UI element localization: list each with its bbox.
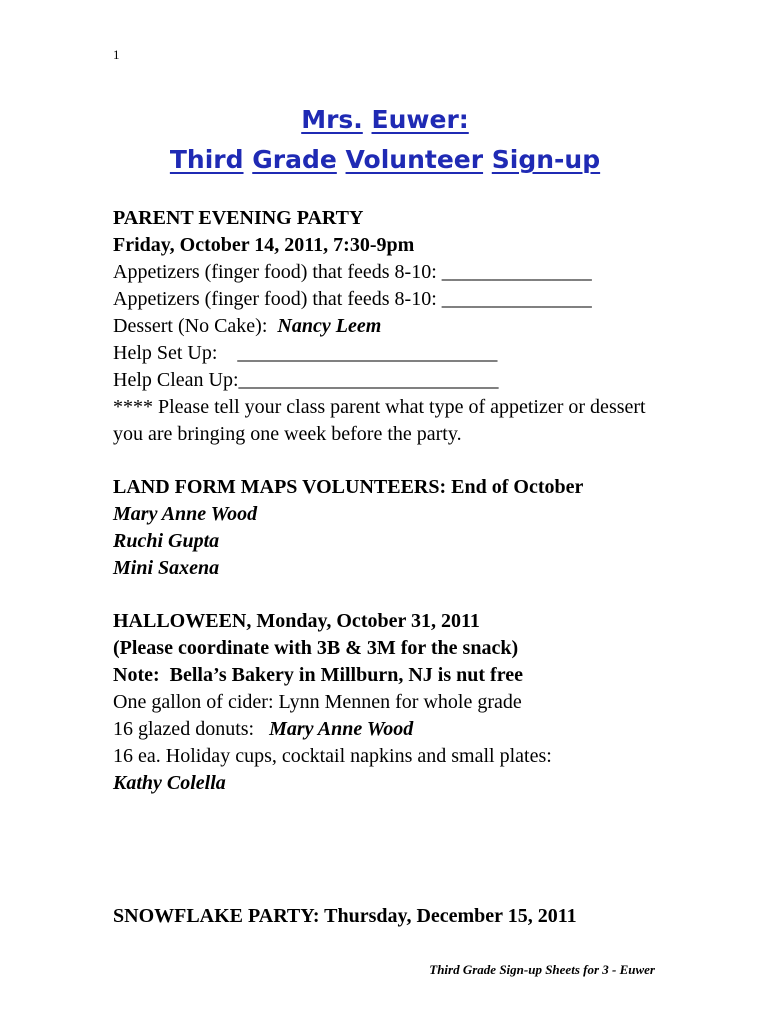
- volunteer-name: Nancy Leem: [277, 315, 382, 337]
- volunteer-name: Mary Anne Wood: [269, 718, 414, 740]
- event-date: Friday, October 14, 2011, 7:30-9pm: [113, 234, 415, 256]
- volunteer-name: Mini Saxena: [113, 557, 220, 579]
- coordinate-note: (Please coordinate with 3B & 3M for the snack): [113, 637, 519, 659]
- dessert-label: Dessert (No Cake):: [113, 315, 278, 337]
- title-word: Grade: [252, 145, 337, 174]
- spacer: [113, 582, 673, 608]
- title-line-1: [0, 100, 770, 140]
- page-footer: Third Grade Sign-up Sheets for 3 - Euwer: [429, 962, 655, 977]
- signup-line-cleanup: Help Clean Up:__________________________: [113, 369, 499, 391]
- title-word: Volunteer: [345, 145, 484, 174]
- bakery-note: Note: Bella’s Bakery in Millburn, NJ is nut free: [113, 664, 523, 686]
- signup-line-appetizer: Appetizers (finger food) that feeds 8-10: _______________: [113, 288, 592, 310]
- signup-line-setup: Help Set Up: __________________________: [113, 342, 498, 364]
- section-heading: SNOWFLAKE PARTY: Thursday, December 15, 2011: [113, 905, 577, 927]
- signup-line-appetizer: Appetizers (finger food) that feeds 8-10: _______________: [113, 261, 592, 283]
- title-line-2: [0, 140, 770, 180]
- volunteer-name: Kathy Colella: [113, 772, 226, 794]
- title-word: Mrs.: [301, 105, 363, 134]
- section-heading: HALLOWEEN, Monday, October 31, 2011: [113, 610, 480, 632]
- land-form-section: [113, 474, 673, 582]
- title-word: Sign-up: [491, 145, 601, 174]
- signup-line-cups: 16 ea. Holiday cups, cocktail napkins and small plates:: [113, 745, 552, 767]
- halloween-section: [113, 608, 673, 797]
- snowflake-section: [113, 903, 673, 930]
- volunteer-name: Ruchi Gupta: [113, 530, 220, 552]
- spacer: [113, 797, 673, 903]
- party-note: **** Please tell your class parent what type of appetizer or dessert you are bringing one week before the party.: [113, 396, 646, 445]
- donuts-label: 16 glazed donuts:: [113, 718, 270, 740]
- title-word: Euwer:: [371, 105, 469, 134]
- signup-line-dessert: [113, 313, 673, 340]
- parent-evening-party-section: [113, 205, 673, 448]
- document-body: [113, 205, 673, 930]
- title-word: Third: [169, 145, 244, 174]
- spacer: [113, 448, 673, 474]
- volunteer-name: Mary Anne Wood: [113, 503, 258, 525]
- section-heading: LAND FORM MAPS VOLUNTEERS: End of October: [113, 476, 584, 498]
- page-number: 1: [113, 47, 120, 62]
- page-title: [0, 100, 770, 180]
- section-heading: PARENT EVENING PARTY: [113, 207, 364, 229]
- signup-line-cider: One gallon of cider: Lynn Mennen for whole grade: [113, 691, 522, 713]
- signup-line-donuts: [113, 716, 673, 743]
